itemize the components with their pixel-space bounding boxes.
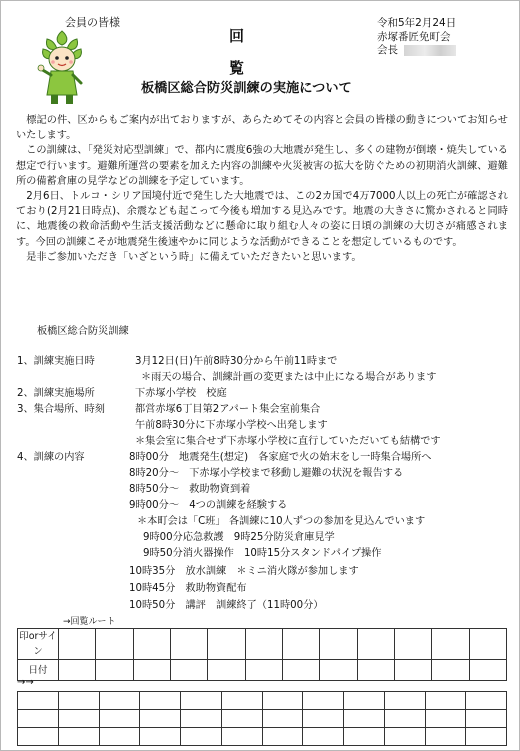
schedule-line: ＊本町会は「C班」 各訓練に10人ずつの参加を見込んでいます (137, 516, 426, 527)
grid-cell[interactable] (181, 692, 222, 710)
grid-cell[interactable] (344, 728, 385, 746)
grid-cell[interactable] (262, 710, 303, 728)
grid-cell[interactable] (170, 629, 207, 660)
grid-cell[interactable] (282, 660, 319, 681)
schedule-line: 8時50分～ 救助物資到着 (129, 484, 251, 495)
grid-cell[interactable] (466, 728, 507, 746)
circulation-grid-continued (17, 691, 507, 746)
grid-cell[interactable] (320, 660, 357, 681)
schedule-line: ＊雨天の場合、訓練計画の変更または中止になる場合があります (141, 372, 437, 383)
continue-arrow: →→ (17, 677, 34, 688)
grid-cell[interactable] (466, 710, 507, 728)
document-title: 板橋区総合防災訓練の実施について (141, 81, 352, 96)
grid-row (18, 692, 507, 710)
grid-cell[interactable] (18, 728, 59, 746)
grid-cell[interactable] (221, 710, 262, 728)
grid-cell[interactable] (425, 692, 466, 710)
grid-cell[interactable] (384, 728, 425, 746)
grid-cell[interactable] (394, 660, 431, 681)
grid-cell[interactable] (59, 660, 96, 681)
grid-cell[interactable] (425, 710, 466, 728)
chair-line (377, 44, 456, 58)
grid-cell[interactable] (303, 692, 344, 710)
schedule-line: 午前8時30分に下赤塚小学校へ出発します (135, 420, 328, 431)
grid-cell[interactable] (320, 629, 357, 660)
grid-cell[interactable] (469, 660, 506, 681)
issue-date: 令和5年2月24日 (377, 17, 457, 29)
paragraph-3: 2月6日、トルコ・シリア国境付近で発生した大地震では、この2カ国で4万7000人以上の死亡が確認されており(2月21日時点)、余震なども起こって今後も増加する見込みです。地震の大きさに驚かされると同時に、地震後の救命活動や生活支援活動などに懸命に取り組む人々の姿に日頃の訓練の大切さが痛感されます。今回の訓練こそが地震発生後速やかに同じような活動ができることを想定しているものです。 (16, 191, 508, 248)
schedule-line: 10時45分 救助物資配布 (129, 583, 247, 594)
paragraph-1: 標記の件、区からもご案内が出ておりますが、あらためてその内容と会員の皆様の動きについてお知らせいたします。 (16, 115, 508, 142)
grid-cell[interactable] (99, 728, 140, 746)
grid-cell[interactable] (344, 710, 385, 728)
schedule-line: 9時00分～ 4つの訓練を経験する (129, 500, 288, 511)
grid-cell[interactable] (245, 629, 282, 660)
grid-cell[interactable] (58, 728, 99, 746)
paragraph-4: 是非ご参加いただき「いざという時」に備えていただきたいと思います。 (26, 251, 362, 263)
grid-cell[interactable] (96, 629, 133, 660)
grid-cell[interactable] (221, 692, 262, 710)
grid-cell[interactable] (282, 629, 319, 660)
body-text (16, 113, 508, 265)
mascot-face (49, 47, 75, 71)
route-label: →回覧ルート (63, 617, 116, 627)
grid-cell[interactable] (133, 660, 170, 681)
schedule-line: 下赤塚小学校 校庭 (135, 388, 227, 399)
circular-heading-kai: 回 (229, 27, 245, 45)
seal-label: 印orサイン (18, 629, 59, 660)
grid-cell[interactable] (140, 710, 181, 728)
grid-cell[interactable] (221, 728, 262, 746)
circular-heading-ran: 覧 (229, 59, 245, 77)
schedule-line: 9時00分応急救護 9時25分防災倉庫見学 (143, 532, 335, 543)
grid-cell[interactable] (140, 692, 181, 710)
schedule-label: 2、訓練実施場所 (17, 388, 95, 399)
grid-cell[interactable] (181, 710, 222, 728)
schedule-label: 4、訓練の内容 (17, 452, 85, 463)
grid-cell[interactable] (133, 629, 170, 660)
date-label: 日付 (18, 660, 59, 681)
schedule-line: 8時20分～ 下赤塚小学校まで移動し避難の状況を報告する (129, 468, 404, 479)
grid-cell[interactable] (344, 692, 385, 710)
grid-cell[interactable] (170, 660, 207, 681)
date-row (18, 660, 507, 681)
grid-cell[interactable] (469, 629, 506, 660)
grid-cell[interactable] (384, 692, 425, 710)
schedule-line: 10時50分 講評 訓練終了（11時00分） (129, 600, 324, 611)
association-name: 赤塚番匠免町会 (377, 30, 451, 43)
grid-cell[interactable] (245, 660, 282, 681)
grid-cell[interactable] (384, 710, 425, 728)
grid-cell[interactable] (18, 710, 59, 728)
grid-cell[interactable] (99, 710, 140, 728)
schedule-label: 1、訓練実施日時 (17, 356, 95, 367)
grid-cell[interactable] (58, 692, 99, 710)
schedule-line: 9時50分消火器操作 10時15分スタンドパイプ操作 (143, 548, 382, 559)
circulation-grid (17, 628, 507, 681)
grid-cell[interactable] (96, 660, 133, 681)
mascot-illustration (37, 29, 87, 107)
event-name: 板橋区総合防災訓練 (37, 326, 129, 337)
grid-cell[interactable] (18, 692, 59, 710)
grid-cell[interactable] (394, 629, 431, 660)
grid-cell[interactable] (59, 629, 96, 660)
schedule-label: 3、集合場所、時刻 (17, 404, 105, 415)
schedule-line: 10時35分 放水訓練 ＊ミニ消火隊が参加します (129, 566, 359, 577)
grid-cell[interactable] (208, 629, 245, 660)
grid-cell[interactable] (262, 728, 303, 746)
paragraph-2: この訓練は、「発災対応型訓練」で、都内に震度6強の大地震が発生し、多くの建物が倒壊・焼失している想定で行います。避難所運営の要素を加えた内容の訓練や火災被害の拡大を防ぐための初期消火訓練、避難所の備蓄倉庫の見学などの訓練を予定しています。 (16, 145, 508, 187)
grid-row (18, 728, 507, 746)
grid-cell[interactable] (140, 728, 181, 746)
grid-cell[interactable] (181, 728, 222, 746)
seal-row (18, 629, 507, 660)
grid-row (18, 710, 507, 728)
schedule-line: 3月12日(日)午前8時30分から午前11時まで (135, 356, 338, 367)
grid-cell[interactable] (357, 660, 394, 681)
grid-cell[interactable] (208, 660, 245, 681)
schedule-line: ＊集会室に集合せず下赤塚小学校に直行していただいても結構です (135, 436, 441, 447)
redacted-name (404, 45, 456, 56)
grid-cell[interactable] (432, 660, 469, 681)
grid-cell[interactable] (58, 710, 99, 728)
grid-cell[interactable] (262, 692, 303, 710)
issuer-block (377, 17, 456, 58)
grid-cell[interactable] (425, 728, 466, 746)
schedule-line: 都営赤塚6丁目第2アパート集会室前集合 (135, 404, 321, 415)
addressee: 会員の皆様 (65, 16, 120, 29)
chair-label: 会長 (377, 44, 398, 56)
grid-cell[interactable] (303, 710, 344, 728)
grid-cell[interactable] (99, 692, 140, 710)
grid-cell[interactable] (432, 629, 469, 660)
grid-cell[interactable] (357, 629, 394, 660)
grid-cell[interactable] (303, 728, 344, 746)
schedule-line: 8時00分 地震発生(想定) 各家庭で火の始末をし一時集合場所へ (129, 452, 432, 463)
grid-cell[interactable] (466, 692, 507, 710)
